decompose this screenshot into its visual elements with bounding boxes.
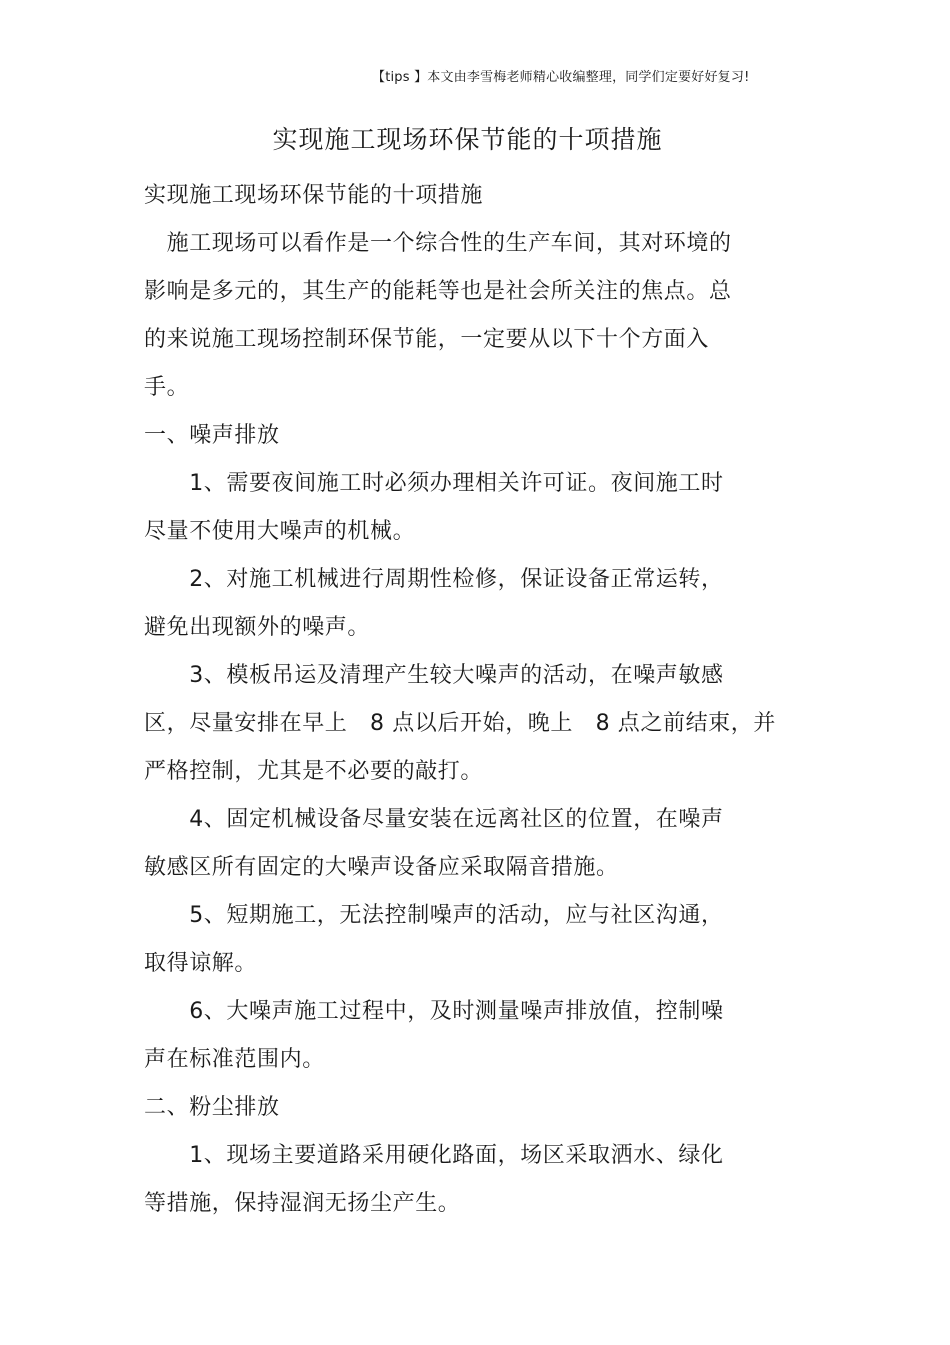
text-line: 影响是多元的，其生产的能耗等也是社会所关注的焦点。总 (144, 279, 732, 304)
tips-header: 【tips 】本文由李雪梅老师精心收编整理，同学们定要好好复习! (372, 70, 750, 85)
text-line: 实现施工现场环保节能的十项措施 (144, 183, 484, 208)
text-line: 避免出现额外的噪声。 (144, 615, 371, 640)
text-line: 手。 (144, 375, 190, 400)
text-line: 敏感区所有固定的大噪声设备应采取隔音措施。 (144, 855, 619, 880)
text-line: 5、短期施工，无法控制噪声的活动，应与社区沟通， (144, 903, 724, 928)
text-line: 声在标准范围内。 (144, 1047, 325, 1072)
text-line: 4、固定机械设备尽量安装在远离社区的位置，在噪声 (144, 807, 724, 832)
text-line: 取得谅解。 (144, 951, 258, 976)
text-line: 区，尽量安排在早上 8 点以后开始，晚上 8 点之前结束，并 (144, 711, 776, 736)
text-line: 1、现场主要道路采用硬化路面，场区采取洒水、绿化 (144, 1143, 724, 1168)
text-line: 尽量不使用大噪声的机械。 (144, 519, 416, 544)
text-line: 1、需要夜间施工时必须办理相关许可证。夜间施工时 (144, 471, 724, 496)
section-heading: 二、粉尘排放 (144, 1095, 280, 1120)
text-line: 严格控制，尤其是不必要的敲打。 (144, 759, 484, 784)
text-line: 3、模板吊运及清理产生较大噪声的活动，在噪声敏感 (144, 663, 724, 688)
document-title: 实现施工现场环保节能的十项措施 (272, 125, 663, 154)
text-line: 2、对施工机械进行周期性检修，保证设备正常运转， (144, 567, 724, 592)
section-heading: 一、噪声排放 (144, 423, 280, 448)
text-line: 的来说施工现场控制环保节能，一定要从以下十个方面入 (144, 327, 710, 352)
text-line: 6、大噪声施工过程中，及时测量噪声排放值，控制噪 (144, 999, 724, 1024)
text-line: 施工现场可以看作是一个综合性的生产车间，其对环境的 (144, 231, 732, 256)
text-line: 等措施，保持湿润无扬尘产生。 (144, 1191, 461, 1216)
